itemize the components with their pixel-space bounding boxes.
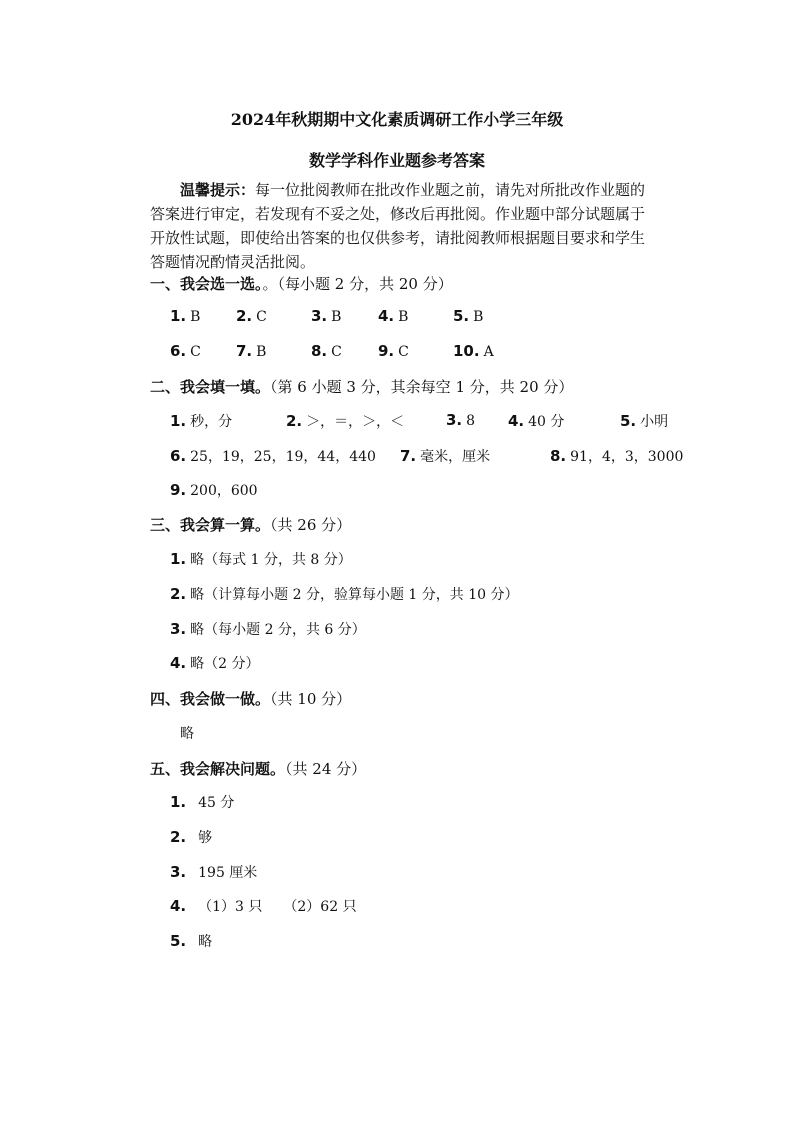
item-answer: 8: [466, 413, 476, 429]
item-number: 4.: [170, 654, 187, 672]
item-answer: 45 分: [198, 795, 235, 811]
item-number: 2.: [170, 585, 187, 603]
item-number: 1.: [170, 412, 187, 430]
s1-item-1: [170, 307, 200, 325]
item-answer: B: [190, 309, 201, 325]
s2-item-5: [620, 411, 668, 431]
item-answer: 略（计算每小题 2 分，验算每小题 1 分，共 10 分）: [190, 587, 519, 603]
s3-item-4: [170, 653, 260, 673]
s2-item-8: [550, 446, 683, 466]
s5-item-5: [170, 931, 212, 951]
item-number: 1.: [170, 307, 187, 325]
item-number: 8.: [311, 342, 328, 360]
item-answer: 略（每式 1 分，共 8 分）: [190, 552, 352, 568]
section-4-title: 四、我会做一做。: [150, 690, 271, 708]
s2-item-4: [508, 411, 564, 431]
s5-item-3: [170, 862, 257, 882]
s4-answer: 略: [180, 726, 194, 742]
s2-item-2: [286, 411, 404, 431]
item-answer: （1）3 只 （2）62 只: [198, 899, 357, 915]
item-answer: C: [256, 309, 267, 325]
s1-item-10: [453, 342, 494, 360]
s1-item-8: [311, 342, 342, 360]
item-number: 7.: [236, 342, 253, 360]
s3-item-3: [170, 619, 366, 639]
item-answer: 略（2 分）: [190, 656, 260, 672]
s5-item-4: [170, 896, 357, 916]
section-5-title: 五、我会解决问题。: [150, 760, 286, 778]
s3-item-1: [170, 549, 352, 569]
item-number: 5.: [170, 932, 187, 950]
item-answer: 200，600: [190, 483, 258, 499]
s2-item-6: [170, 446, 376, 466]
s2-item-1: [170, 411, 232, 431]
item-number: 6.: [170, 447, 187, 465]
item-number: 1.: [170, 793, 187, 811]
notice-paragraph: [150, 178, 650, 274]
item-answer: 略: [198, 934, 213, 950]
s1-item-6: [170, 342, 201, 360]
document-title: 2024年秋期期中文化素质调研工作小学三年级: [230, 110, 564, 129]
s1-item-4: [378, 307, 408, 325]
item-number: 2.: [286, 412, 303, 430]
item-answer: 195 厘米: [198, 865, 258, 881]
section-4-heading: [150, 688, 351, 709]
item-answer: 略（每小题 2 分，共 6 分）: [190, 622, 366, 638]
notice-label: 温馨提示：: [180, 181, 256, 199]
item-answer: C: [398, 344, 409, 360]
s1-item-5: [453, 307, 483, 325]
item-number: 3.: [446, 411, 463, 429]
s1-item-9: [378, 342, 409, 360]
section-1-note: 。（每小题 2 分，共 20 分）: [262, 275, 453, 293]
item-number: 3.: [311, 307, 328, 325]
item-answer: ＞，＝，＞，＜: [306, 414, 405, 430]
item-answer: B: [331, 309, 342, 325]
item-answer: 25，19，25，19，44，440: [190, 449, 376, 465]
item-answer: C: [331, 344, 342, 360]
item-answer: A: [483, 344, 494, 360]
item-number: 3.: [170, 863, 187, 881]
item-number: 4.: [508, 412, 525, 430]
section-2-note: （第 6 小题 3 分，其余每空 1 分，共 20 分）: [270, 378, 574, 396]
s2-item-3: [446, 411, 475, 429]
item-answer: 毫米，厘米: [420, 449, 491, 465]
item-number: 8.: [550, 447, 567, 465]
item-number: 5.: [620, 412, 637, 430]
item-number: 6.: [170, 342, 187, 360]
item-answer: 40 分: [528, 414, 565, 430]
section-1-title: 一、我会选一选。: [150, 275, 263, 293]
section-5-note: （共 24 分）: [285, 760, 367, 778]
item-answer: B: [256, 344, 267, 360]
item-number: 4.: [170, 897, 187, 915]
document-subtitle: 数学学科作业题参考答案: [308, 151, 485, 170]
item-number: 10.: [453, 342, 480, 360]
section-3-heading: [150, 514, 351, 535]
item-answer: C: [190, 344, 201, 360]
item-number: 2.: [170, 828, 187, 846]
s1-item-2: [236, 307, 267, 325]
section-5-heading: [150, 758, 366, 779]
section-4-note: （共 10 分）: [270, 690, 352, 708]
s2-item-9: [170, 480, 258, 500]
s5-item-2: [170, 827, 212, 847]
item-number: 9.: [170, 481, 187, 499]
section-3-note: （共 26 分）: [270, 516, 352, 534]
s1-item-3: [311, 307, 341, 325]
item-answer: 够: [198, 830, 213, 846]
item-number: 5.: [453, 307, 470, 325]
section-2-title: 二、我会填一填。: [150, 378, 271, 396]
item-answer: B: [398, 309, 409, 325]
item-answer: B: [473, 309, 484, 325]
item-answer: 小明: [640, 414, 669, 430]
notice-text: 每一位批阅教师在批改作业题之前，请先对所批改作业题的答案进行审定，若发现有不妥之处，修改后再批阅。作业题中部分试题属于开放性试题，即使给出答案的也仅供参考，请批阅教师根据题目要求和学生答题情况酌情灵活批阅。: [150, 181, 646, 271]
s1-item-7: [236, 342, 266, 360]
item-number: 2.: [236, 307, 253, 325]
section-3-title: 三、我会算一算。: [150, 516, 271, 534]
item-number: 1.: [170, 550, 187, 568]
section-2-heading: [150, 376, 573, 397]
item-number: 3.: [170, 620, 187, 638]
item-number: 4.: [378, 307, 395, 325]
item-number: 9.: [378, 342, 395, 360]
section-1-heading: [150, 273, 453, 294]
s2-item-7: [400, 446, 490, 466]
item-answer: 秒，分: [190, 414, 233, 430]
item-answer: 91，4，3，3000: [570, 449, 684, 465]
item-number: 7.: [400, 447, 417, 465]
s3-item-2: [170, 584, 518, 604]
s5-item-1: [170, 792, 234, 812]
